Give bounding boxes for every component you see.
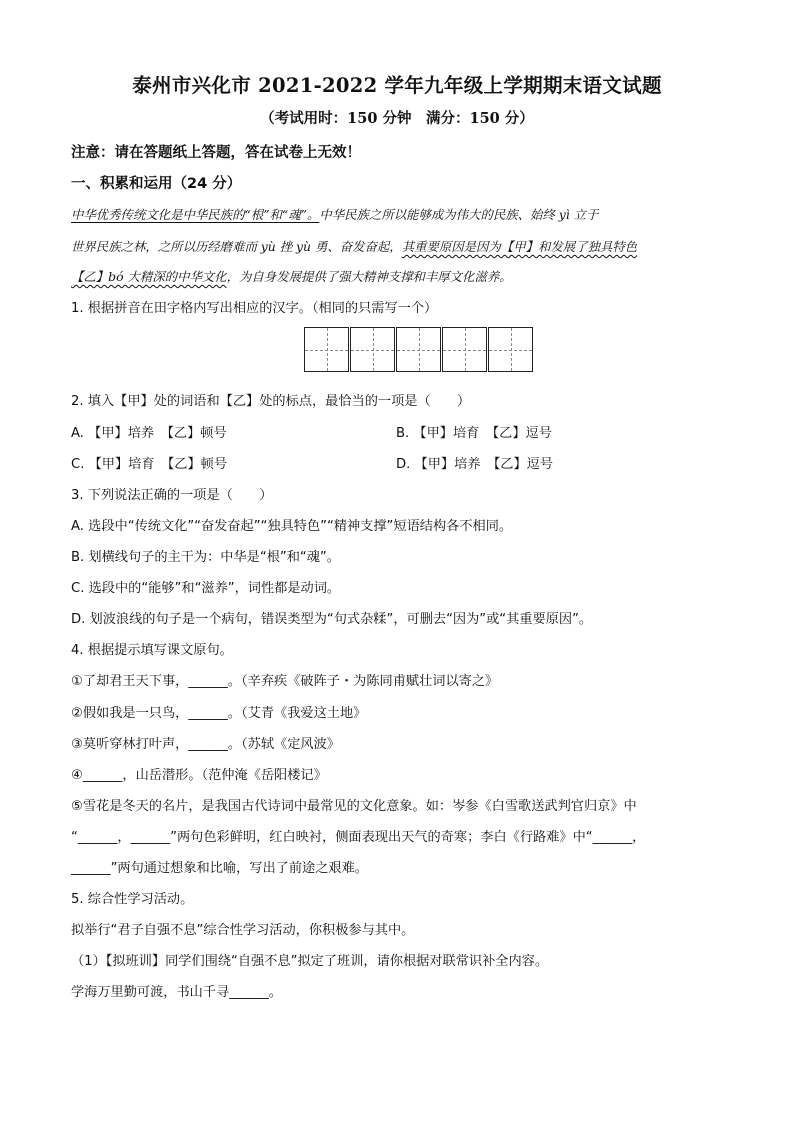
tianzige-cell[interactable]	[442, 327, 487, 372]
q4-item-4: ④______，山岳潜形。（范仲淹《岳阳楼记》	[71, 768, 327, 783]
q3-option-b: B. 划横线句子的主干为：中华是“根”和“魂”。	[71, 550, 340, 565]
passage-line-2	[71, 237, 721, 255]
passage-text: 世界民族之林，之所以历经磨难而 yù 挫 yù 勇、奋发奋起，	[71, 239, 402, 254]
page-title: 泰州市兴化市 2021-2022 学年九年级上学期期末语文试题	[132, 74, 662, 97]
passage-line-1	[71, 205, 721, 223]
section-heading: 一、积累和运用（24 分）	[71, 176, 242, 192]
q3-option-d: D. 划波浪线的句子是一个病句，错误类型为“句式杂糅”，可删去“因为”或“其重要原因”。	[71, 612, 593, 627]
wavy-underlined-sentence: 【乙】bó 大精深的中华文化	[71, 269, 227, 284]
wavy-underlined-sentence: 其重要原因是因为【甲】和发展了独具特色	[401, 239, 638, 254]
notice: 注意：请在答题纸上答题，答在试卷上无效！	[71, 145, 361, 161]
q4-item-1: ①了却君王天下事，______。（辛弃疾《破阵子・为陈同甫赋壮词以寄之》	[71, 674, 499, 689]
passage-text: ，为自身发展提供了强大精神支撑和丰厚文化滋养。	[226, 269, 512, 284]
q5-intro: 拟举行“君子自强不息”综合性学习活动，你积极参与其中。	[71, 923, 415, 938]
q2-option-b: B. 【甲】培育 【乙】逗号	[396, 426, 552, 441]
exam-info: （考试用时：150 分钟 满分：150 分）	[260, 110, 534, 127]
underlined-sentence: 中华优秀传统文化是中华民族的“根”和“魂”。	[71, 207, 320, 222]
q5-couplet: 学海万里勤可渡，书山千寻______。	[71, 985, 282, 1000]
passage-line-3	[71, 267, 721, 285]
q4-item-5: ⑤雪花是冬天的名片，是我国古代诗词中最常见的文化意象。如：岑参《白雪歌送武判官归京》中	[71, 799, 637, 814]
tianzige-cell[interactable]	[488, 327, 533, 372]
tianzige-cell[interactable]	[350, 327, 395, 372]
q2-option-c: C. 【甲】培育 【乙】顿号	[71, 457, 228, 472]
question-1: 1. 根据拼音在田字格内写出相应的汉字。（相同的只需写一个）	[71, 301, 438, 316]
q4-item-3: ③莫听穿林打叶声，______。（苏轼《定风波》	[71, 737, 340, 752]
tianzige-cell[interactable]	[396, 327, 441, 372]
q4-item-5-cont: ______”两句通过想象和比喻，写出了前途之艰难。	[71, 861, 368, 876]
q5-part-1: （1）【拟班训】同学们围绕“自强不息”拟定了班训，请你根据对联常识补全内容。	[71, 954, 549, 969]
question-3: 3. 下列说法正确的一项是（ ）	[71, 488, 273, 503]
tianzige-grid	[304, 327, 533, 372]
q2-option-d: D. 【甲】培养 【乙】逗号	[396, 457, 553, 472]
question-2: 2. 填入【甲】处的词语和【乙】处的标点，最恰当的一项是（ ）	[71, 394, 471, 409]
passage-text: 中华民族之所以能够成为伟大的民族、始终 yì 立于	[319, 207, 599, 222]
tianzige-cell[interactable]	[304, 327, 349, 372]
q3-option-a: A. 选段中“传统文化”“奋发奋起”“独具特色”“精神支撑”短语结构各不相同。	[71, 519, 513, 534]
question-5: 5. 综合性学习活动。	[71, 892, 194, 907]
q4-item-2: ②假如我是一只鸟，______。（艾青《我爱这土地》	[71, 706, 367, 721]
q3-option-c: C. 选段中的“能够”和“滋养”，词性都是动词。	[71, 581, 341, 596]
q2-option-a: A. 【甲】培养 【乙】顿号	[71, 426, 227, 441]
q4-item-5-cont: “______，______”两句色彩鲜明，红白映衬，侧面表现出天气的奇寒；李白《行路难》中“______，	[71, 830, 646, 845]
question-4: 4. 根据提示填写课文原句。	[71, 643, 233, 658]
